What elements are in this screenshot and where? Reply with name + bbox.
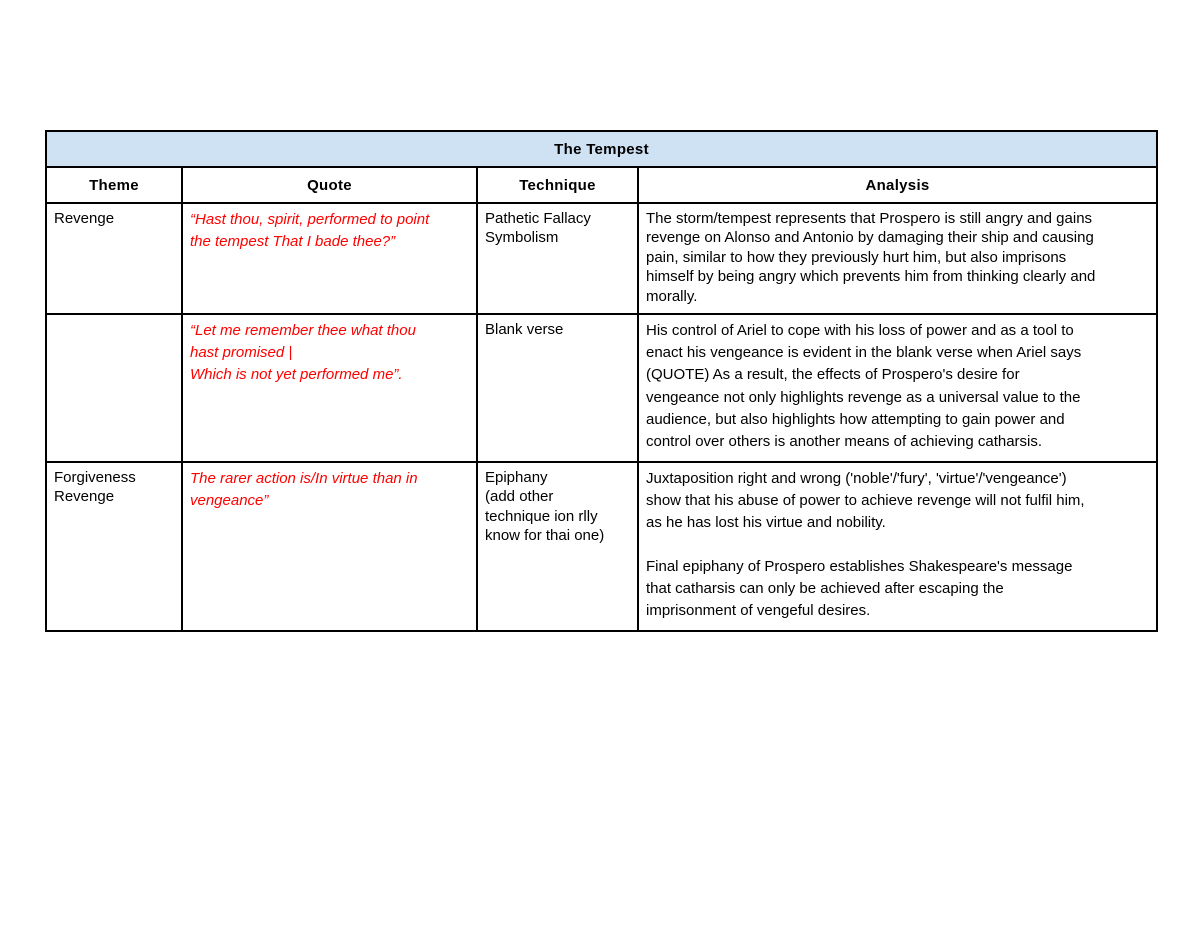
technique-cell [477, 462, 638, 631]
header-theme: Theme [46, 167, 182, 203]
technique-line: Symbolism [485, 229, 559, 247]
theme-line: Forgiveness [54, 469, 136, 486]
technique-line: know for thai one) [485, 527, 605, 545]
quote-cell [182, 314, 477, 462]
analysis-line: (QUOTE) As a result, the effects of Prospero's desire for [646, 366, 1020, 384]
analysis-line: His control of Ariel to cope with his loss of power and as a tool to [646, 322, 1074, 339]
analysis-cell [638, 203, 1157, 314]
analysis-cell [638, 462, 1157, 631]
analysis-line: himself by being angry which prevents him from thinking clearly and [646, 268, 1096, 286]
theme-cell [46, 203, 182, 314]
technique-line: Blank verse [485, 321, 564, 338]
theme-line: Revenge [54, 210, 115, 227]
analysis-line: imprisonment of vengeful desires. [646, 602, 871, 620]
theme-line: Revenge [54, 488, 115, 506]
analysis-line: pain, similar to how they previously hurt him, but also imprisons [646, 248, 1067, 266]
header-analysis: Analysis [638, 167, 1157, 203]
analysis-cell [638, 314, 1157, 462]
technique-line: Pathetic Fallacy [485, 210, 591, 227]
analysis-line: revenge on Alonso and Antonio by damaging their ship and causing [646, 229, 1094, 247]
analysis-line: as he has lost his virtue and nobility. [646, 514, 886, 532]
analysis-line: Final epiphany of Prospero establishes Shakespeare's message [646, 557, 1073, 575]
table-row [46, 314, 1157, 462]
quote-line: “Let me remember thee what thou [190, 322, 416, 339]
analysis-line: control over others is another means of achieving catharsis. [646, 433, 1043, 451]
header-quote: Quote [182, 167, 477, 203]
analysis-line: audience, but also highlights how attempting to gain power and [646, 410, 1065, 428]
analysis-line: that catharsis can only be achieved after escaping the [646, 579, 1004, 597]
theme-cell [46, 462, 182, 631]
analysis-line: vengeance not only highlights revenge as a universal value to the [646, 388, 1081, 406]
analysis-line: show that his abuse of power to achieve revenge will not fulfil him, [646, 492, 1085, 510]
header-technique: Technique [477, 167, 638, 203]
quote-line: The rarer action is/In virtue than in [190, 470, 418, 487]
quote-line: vengeance” [190, 492, 269, 509]
table-row [46, 203, 1157, 314]
theme-cell [46, 314, 182, 462]
analysis-line: The storm/tempest represents that Prospero is still angry and gains [646, 210, 1093, 227]
technique-line: (add other [485, 488, 554, 506]
quote-line: the tempest That I bade thee?” [190, 233, 396, 250]
paragraph-gap [646, 535, 1149, 556]
quote-line: Which is not yet performed me”. [190, 366, 403, 383]
quote-cell [182, 203, 477, 314]
analysis-line: Juxtaposition right and wrong ('noble'/'fury', 'virtue'/'vengeance') [646, 470, 1067, 487]
analysis-line: morally. [646, 287, 698, 305]
technique-cell [477, 203, 638, 314]
quote-cell [182, 462, 477, 631]
table-row [46, 462, 1157, 631]
technique-line: Epiphany [485, 469, 548, 486]
tempest-table [45, 130, 1158, 632]
technique-line: technique ion rlly [485, 507, 598, 525]
quote-line: “Hast thou, spirit, performed to point [190, 211, 430, 228]
technique-cell [477, 314, 638, 462]
quote-line: hast promised | [190, 344, 293, 361]
table-title: The Tempest [46, 131, 1157, 167]
analysis-line: enact his vengeance is evident in the blank verse when Ariel says [646, 344, 1082, 362]
